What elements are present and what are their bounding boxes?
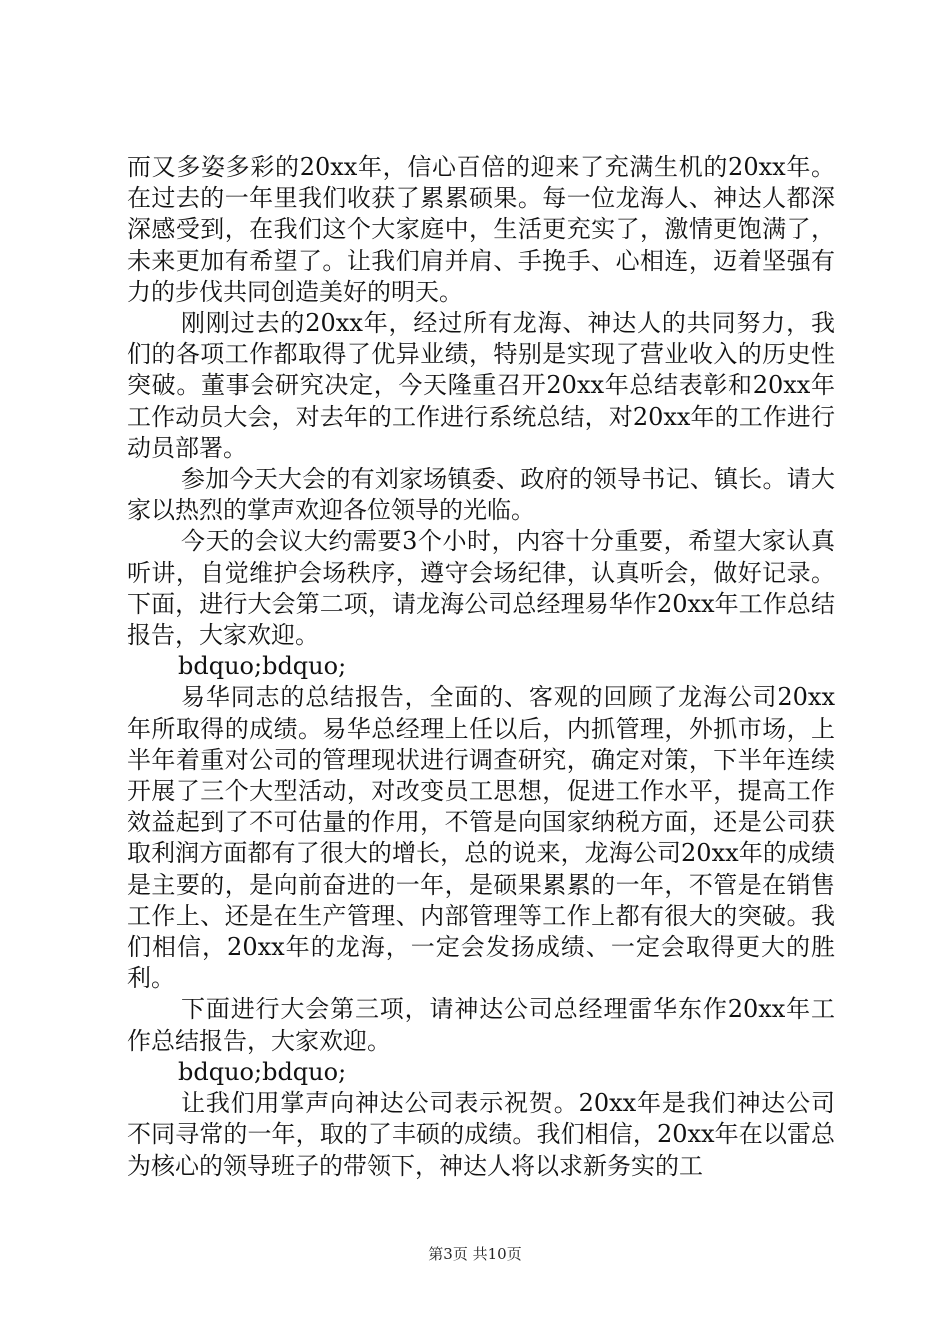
paragraph: 刚刚过去的20xx年，经过所有龙海、神达人的共同努力，我们的各项工作都取得了优异业绩，特别是实现了营业收入的历史性突破。董事会研究决定，今天隆重召开20xx年总结表彰和20xx年工作动员大会，对去年的工作进行系统总结，对20xx年的工作进行动员部署。 [127, 309, 835, 462]
placeholder-line: bdquo;bdquo; [178, 652, 347, 681]
document-body [127, 152, 835, 1182]
paragraph: 参加今天大会的有刘家场镇委、政府的领导书记、镇长。请大家以热烈的掌声欢迎各位领导的光临。 [127, 465, 835, 525]
paragraph: 今天的会议大约需要3个小时，内容十分重要，希望大家认真听讲，自觉维护会场秩序，遵守会场纪律，认真听会，做好记录。下面，进行大会第二项，请龙海公司总经理易华作20xx年工作总结报告，大家欢迎。 [127, 527, 835, 650]
paragraph-continued: 而又多姿多彩的20xx年，信心百倍的迎来了充满生机的20xx年。在过去的一年里我们收获了累累硕果。每一位龙海人、神达人都深深感受到，在我们这个大家庭中，生活更充实了，激情更饱满了，未来更加有希望了。让我们肩并肩、手挽手、心相连，迈着坚强有力的步伐共同创造美好的明天。 [127, 153, 835, 306]
paragraph: 下面进行大会第三项，请神达公司总经理雷华东作20xx年工作总结报告，大家欢迎。 [127, 995, 835, 1055]
placeholder-line: bdquo;bdquo; [178, 1057, 347, 1086]
paragraph-truncated: 让我们用掌声向神达公司表示祝贺。20xx年是我们神达公司不同寻常的一年，取的了丰硕的成绩。我们相信，20xx年在以雷总为核心的领导班子的带领下，神达人将以求新务实的工 [127, 1089, 835, 1180]
paragraph: 易华同志的总结报告，全面的、客观的回顾了龙海公司20xx年所取得的成绩。易华总经理上任以后，内抓管理，外抓市场，上半年着重对公司的管理现状进行调查研究，确定对策，下半年连续开展了三个大型活动，对改变员工思想，促进工作水平，提高工作效益起到了不可估量的作用，不管是向国家纳税方面，还是公司获取利润方面都有了很大的增长，总的说来，龙海公司20xx年的成绩是主要的，是向前奋进的一年，是硕果累累的一年，不管是在销售工作上、还是在生产管理、内部管理等工作上都有很大的突破。我们相信，20xx年的龙海，一定会发扬成绩、一定会取得更大的胜利。 [127, 683, 835, 993]
page-footer: 第3页 共10页 [428, 1245, 522, 1263]
